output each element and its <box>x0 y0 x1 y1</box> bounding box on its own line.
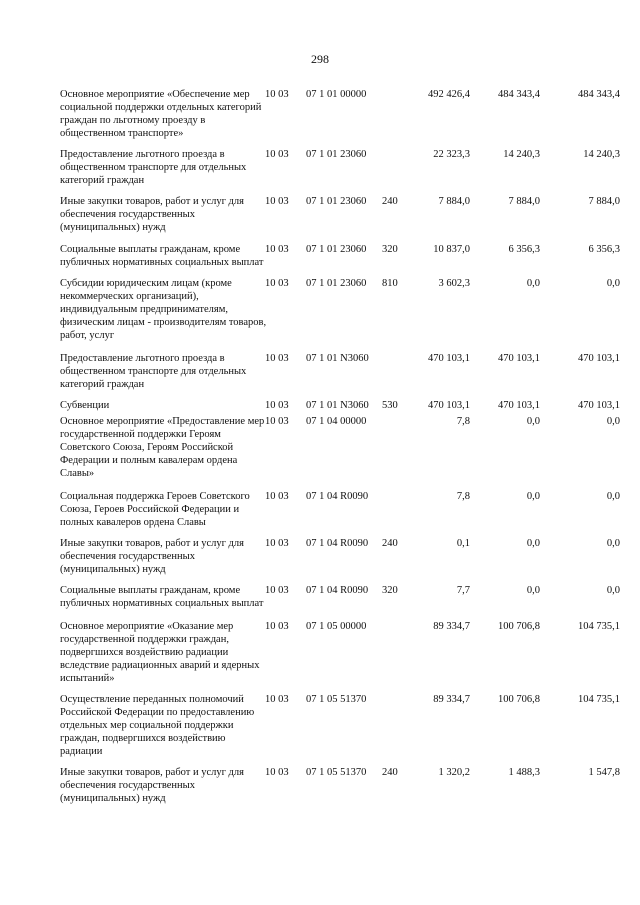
row-csr: 07 1 04 R0090 <box>306 585 369 596</box>
row-csr: 07 1 01 23060 <box>306 244 367 255</box>
row-section: 10 03 <box>265 491 289 502</box>
row-value-2: 0,0 <box>526 585 540 596</box>
row-value-1: 7,8 <box>456 491 470 502</box>
row-csr: 07 1 04 R0090 <box>306 538 369 549</box>
row-section: 10 03 <box>265 353 289 364</box>
row-value-2: 0,0 <box>526 416 540 427</box>
row-section: 10 03 <box>265 400 289 411</box>
row-name: Основное мероприятие «Предоставление мер государственной поддержки Героям Советского Союза, Героям Российской Федерации и полным кавалерам ордена Славы» <box>60 416 265 479</box>
row-vr: 240 <box>382 538 398 549</box>
row-csr: 07 1 04 00000 <box>306 416 367 427</box>
budget-table <box>60 88 620 805</box>
row-value-1: 22 323,3 <box>433 149 470 160</box>
row-section: 10 03 <box>265 694 289 705</box>
row-vr: 530 <box>382 400 398 411</box>
table-row <box>60 415 620 480</box>
row-value-2: 1 488,3 <box>508 767 540 778</box>
row-value-1: 7 884,0 <box>438 196 470 207</box>
row-csr: 07 1 01 N3060 <box>306 353 369 364</box>
row-csr: 07 1 01 23060 <box>306 278 367 289</box>
row-value-3: 7 884,0 <box>588 196 620 207</box>
row-csr: 07 1 04 R0090 <box>306 491 369 502</box>
row-value-2: 0,0 <box>526 278 540 289</box>
row-value-1: 89 334,7 <box>433 694 470 705</box>
row-name: Основное мероприятие «Оказание мер государственной поддержки граждан, подвергшихся воздействию радиации вследствие радиационных аварий и ядерных испытаний» <box>60 621 260 684</box>
row-section: 10 03 <box>265 244 289 255</box>
row-value-1: 89 334,7 <box>433 621 470 632</box>
row-section: 10 03 <box>265 585 289 596</box>
table-row <box>60 195 620 234</box>
row-vr: 320 <box>382 585 398 596</box>
row-name: Социальная поддержка Героев Советского Союза, Героев Российской Федерации и полных кавалеров ордена Славы <box>60 491 250 528</box>
row-value-2: 6 356,3 <box>508 244 540 255</box>
row-name: Предоставление льготного проезда в общественном транспорте для отдельных категорий граждан <box>60 149 247 186</box>
row-csr: 07 1 01 00000 <box>306 89 367 100</box>
table-row <box>60 693 620 758</box>
row-name: Осуществление переданных полномочий Российской Федерации по предоставлению отдельных мер социальной поддержки граждан, подвергшихся воздействию радиации <box>60 694 255 757</box>
row-vr: 240 <box>382 196 398 207</box>
row-csr: 07 1 01 N3060 <box>306 400 369 411</box>
row-value-3: 14 240,3 <box>583 149 620 160</box>
row-name: Социальные выплаты гражданам, кроме публичных нормативных социальных выплат <box>60 244 264 268</box>
table-row <box>60 490 620 529</box>
row-value-1: 470 103,1 <box>428 400 470 411</box>
row-value-3: 470 103,1 <box>578 400 620 411</box>
row-value-2: 470 103,1 <box>498 400 540 411</box>
row-vr: 320 <box>382 244 398 255</box>
row-value-1: 7,7 <box>456 585 470 596</box>
row-section: 10 03 <box>265 278 289 289</box>
row-section: 10 03 <box>265 196 289 207</box>
row-value-3: 0,0 <box>606 585 620 596</box>
row-value-1: 470 103,1 <box>428 353 470 364</box>
table-row <box>60 148 620 187</box>
row-value-2: 100 706,8 <box>498 621 540 632</box>
row-value-3: 484 343,4 <box>578 89 620 100</box>
row-section: 10 03 <box>265 767 289 778</box>
row-name: Иные закупки товаров, работ и услуг для обеспечения государственных (муниципальных) нужд <box>60 538 244 575</box>
row-value-3: 6 356,3 <box>588 244 620 255</box>
table-row <box>60 88 620 140</box>
table-row <box>60 243 620 269</box>
row-name: Иные закупки товаров, работ и услуг для обеспечения государственных (муниципальных) нужд <box>60 196 244 233</box>
row-vr: 240 <box>382 767 398 778</box>
row-value-3: 0,0 <box>606 416 620 427</box>
row-name: Основное мероприятие «Обеспечение мер социальной поддержки отдельных категорий граждан по льготному проезду в общественном транспорте» <box>60 89 262 139</box>
row-section: 10 03 <box>265 416 289 427</box>
table-row <box>60 537 620 576</box>
row-csr: 07 1 01 23060 <box>306 149 367 160</box>
row-value-2: 0,0 <box>526 491 540 502</box>
row-value-2: 0,0 <box>526 538 540 549</box>
row-value-3: 0,0 <box>606 278 620 289</box>
row-value-1: 7,8 <box>456 416 470 427</box>
table-row <box>60 352 620 391</box>
row-csr: 07 1 05 00000 <box>306 621 367 632</box>
row-name: Иные закупки товаров, работ и услуг для обеспечения государственных (муниципальных) нужд <box>60 767 244 804</box>
row-csr: 07 1 05 51370 <box>306 767 367 778</box>
row-section: 10 03 <box>265 89 289 100</box>
row-value-2: 14 240,3 <box>503 149 540 160</box>
row-name: Субсидии юридическим лицам (кроме некоммерческих организаций), индивидуальным предпринимателям, физическим лицам - производителям товаров, работ, услуг <box>60 278 267 341</box>
row-value-1: 0,1 <box>456 538 470 549</box>
row-section: 10 03 <box>265 538 289 549</box>
row-name: Социальные выплаты гражданам, кроме публичных нормативных социальных выплат <box>60 585 264 609</box>
row-section: 10 03 <box>265 621 289 632</box>
page-number: 298 <box>311 52 329 66</box>
table-row <box>60 277 620 342</box>
table-row <box>60 584 620 610</box>
row-section: 10 03 <box>265 149 289 160</box>
row-csr: 07 1 01 23060 <box>306 196 367 207</box>
row-value-3: 104 735,1 <box>578 694 620 705</box>
row-value-3: 0,0 <box>606 491 620 502</box>
table-row <box>60 399 620 412</box>
row-value-2: 484 343,4 <box>498 89 540 100</box>
table-row <box>60 766 620 805</box>
row-value-2: 7 884,0 <box>508 196 540 207</box>
row-vr: 810 <box>382 278 398 289</box>
table-row <box>60 620 620 685</box>
row-value-2: 100 706,8 <box>498 694 540 705</box>
row-name: Предоставление льготного проезда в общественном транспорте для отдельных категорий граждан <box>60 353 247 390</box>
row-value-3: 0,0 <box>606 538 620 549</box>
row-value-1: 10 837,0 <box>433 244 470 255</box>
row-csr: 07 1 05 51370 <box>306 694 367 705</box>
row-value-3: 470 103,1 <box>578 353 620 364</box>
row-name: Субвенции <box>60 400 110 411</box>
row-value-1: 3 602,3 <box>438 278 470 289</box>
row-value-3: 104 735,1 <box>578 621 620 632</box>
row-value-3: 1 547,8 <box>588 767 620 778</box>
row-value-1: 1 320,2 <box>438 767 470 778</box>
row-value-1: 492 426,4 <box>428 89 470 100</box>
row-value-2: 470 103,1 <box>498 353 540 364</box>
